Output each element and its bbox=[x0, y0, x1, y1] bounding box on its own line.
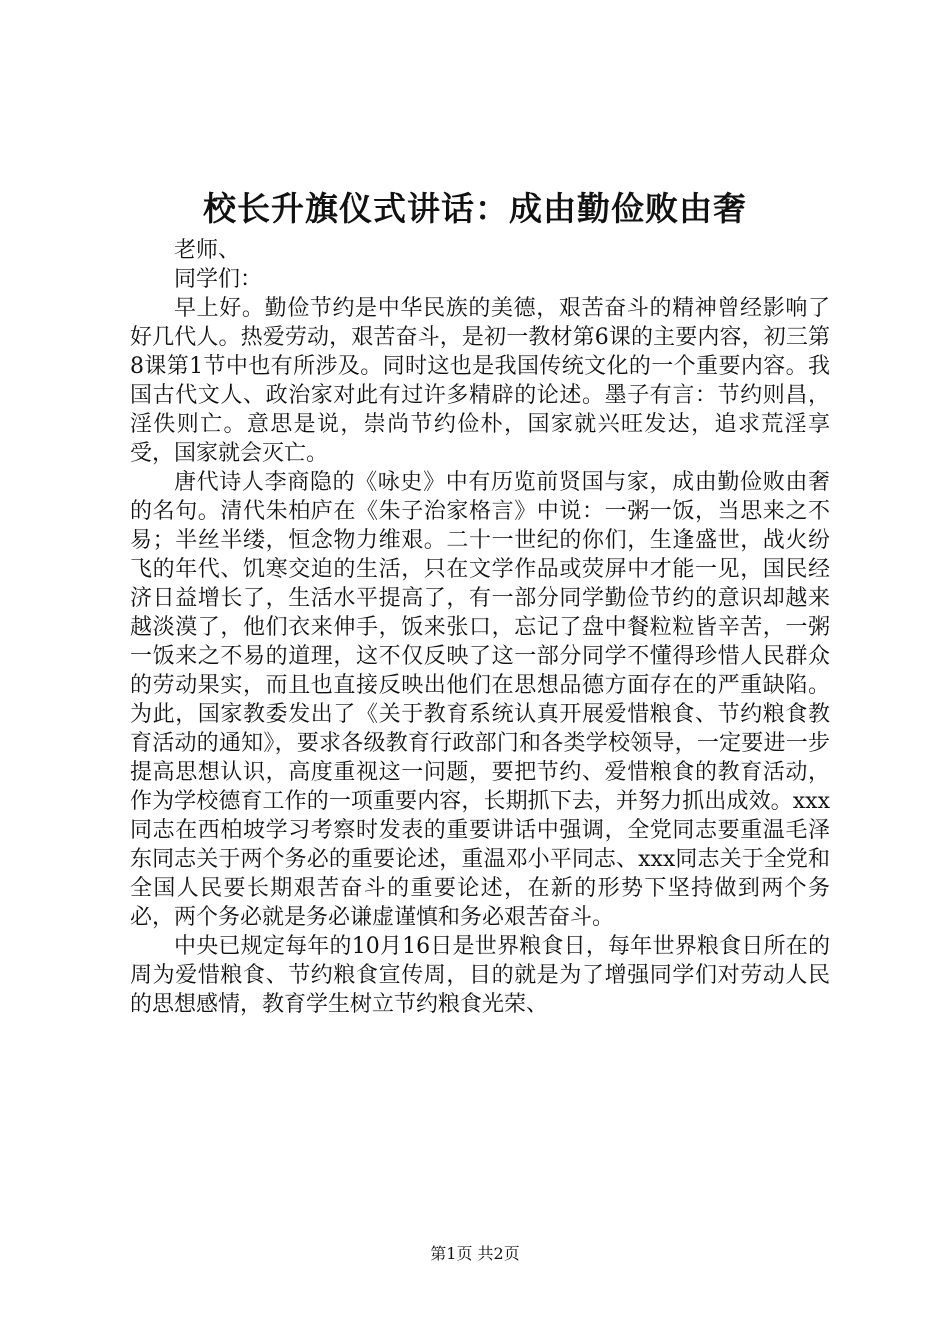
body-paragraph: 中央已规定每年的10月16日是世界粮食日，每年世界粮食日所在的周为爱惜粮食、节约粮食宣传周，目的就是为了增强同学们对劳动人民的思想感情，教育学生树立节约粮食光荣、 bbox=[130, 934, 830, 1017]
document-title: 校长升旗仪式讲话：成由勤俭败由奢 bbox=[203, 189, 747, 228]
document-body bbox=[130, 236, 830, 1019]
body-paragraph: 早上好。勤俭节约是中华民族的美德，艰苦奋斗的精神曾经影响了好几代人。热爱劳动，艰苦奋斗，是初一教材第6课的主要内容，初三第8课第1节中也有所涉及。同时这也是我国传统文化的一个重要内容。我国古代文人、政治家对此有过许多精辟的论述。墨子有言：节约则昌，淫佚则亡。意思是说，崇尚节约俭朴，国家就兴旺发达，追求荒淫享受，国家就会灭亡。 bbox=[130, 296, 830, 466]
body-paragraph: 唐代诗人李商隐的《咏史》中有历览前贤国与家，成由勤俭败由奢的名句。清代朱柏庐在《朱子治家格言》中说：一粥一饭，当思来之不易；半丝半缕，恒念物力维艰。二十一世纪的你们，生逢盛世，战火纷飞的年代、饥寒交迫的生活，只在文学作品或荧屏中才能一见，国民经济日益增长了，生活水平提高了，有一部分同学勤俭节约的意识却越来越淡漠了，他们衣来伸手，饭来张口，忘记了盘中餐粒粒皆辛苦，一粥一饭来之不易的道理，这不仅反映了这一部分同学不懂得珍惜人民群众的劳动果实，而且也直接反映出他们在思想品德方面存在的严重缺陷。为此，国家教委发出了《关于教育系统认真开展爱惜粮食、节约粮食教育活动的通知》，要求各级教育行政部门和各类学校领导，一定要进一步提高思想认识，高度重视这一问题，要把节约、爱惜粮食的教育活动，作为学校德育工作的一项重要内容，长期抓下去，并努力抓出成效。xxx同志在西柏坡学习考察时发表的重要讲话中强调，全党同志要重温毛泽东同志关于两个务必的重要论述，重温邓小平同志、xxx同志关于全党和全国人民要长期艰苦奋斗的重要论述，在新的形势下坚持做到两个务必，两个务必就是务必谦虚谨慎和务必艰苦奋斗。 bbox=[130, 470, 830, 930]
page-number-footer: 第1页 共2页 bbox=[430, 1244, 520, 1263]
salutation-line: 老师、 bbox=[174, 238, 241, 263]
salutation-line: 同学们： bbox=[174, 267, 263, 292]
